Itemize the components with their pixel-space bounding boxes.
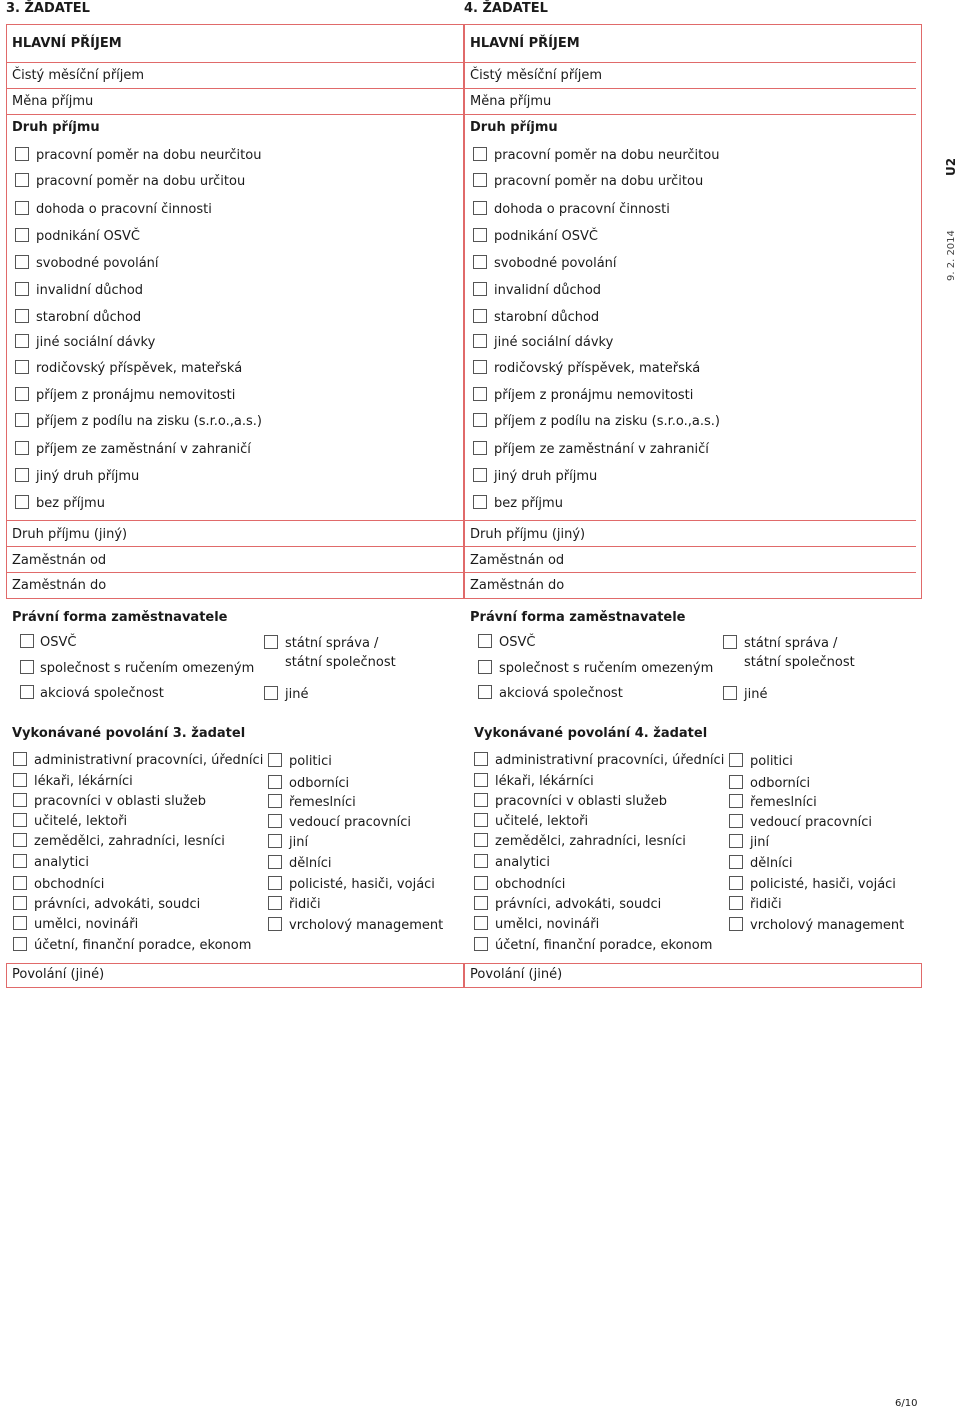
checkbox[interactable]	[15, 468, 29, 482]
checkbox-label: jiné sociální dávky	[494, 335, 614, 350]
checkbox[interactable]	[13, 813, 27, 827]
checkbox[interactable]	[474, 773, 488, 787]
checkbox-label: analytici	[495, 855, 550, 870]
checkbox[interactable]	[474, 793, 488, 807]
checkbox-label: obchodníci	[34, 877, 105, 892]
checkbox-label: lékaři, lékárníci	[34, 774, 133, 789]
applicant-3-main-income-title: HLAVNÍ PŘÍJEM	[12, 36, 122, 51]
checkbox[interactable]	[13, 752, 27, 766]
applicant-3-legal-form-title: Právní forma zaměstnavatele	[12, 610, 228, 625]
checkbox-label: odborníci	[289, 776, 350, 791]
checkbox-label: pracovní poměr na dobu neurčitou	[494, 148, 720, 163]
checkbox-label: analytici	[34, 855, 89, 870]
checkbox[interactable]	[268, 814, 282, 828]
checkbox-label: starobní důchod	[494, 310, 600, 325]
checkbox[interactable]	[473, 282, 487, 296]
checkbox[interactable]	[268, 834, 282, 848]
checkbox[interactable]	[473, 441, 487, 455]
applicant-4-currency-field[interactable]: Měna příjmu	[470, 94, 552, 109]
checkbox-label: dělníci	[750, 856, 793, 871]
applicant-3-legal-as-label: akciová společnost	[40, 686, 164, 701]
side-form-code: U2	[944, 157, 958, 176]
checkbox-label: invalidní důchod	[494, 283, 602, 298]
applicant-4-legal-osvc-label: OSVČ	[499, 635, 536, 650]
checkbox-label: jiní	[289, 835, 309, 850]
checkbox[interactable]	[474, 896, 488, 910]
applicant-3-income-type-title: Druh příjmu	[12, 120, 100, 135]
applicant-4-occupation-other-field[interactable]: Povolání (jiné)	[470, 967, 563, 982]
checkbox-label: příjem z pronájmu nemovitosti	[36, 388, 236, 403]
checkbox-label: příjem z podílu na zisku (s.r.o.,a.s.)	[494, 414, 720, 429]
checkbox-label: administrativní pracovníci, úředníci	[495, 753, 725, 768]
checkbox-label: účetní, finanční poradce, ekonom	[495, 938, 713, 953]
checkbox-label: policisté, hasiči, vojáci	[289, 877, 435, 892]
checkbox[interactable]	[15, 413, 29, 427]
checkbox-label: vedoucí pracovníci	[750, 815, 872, 830]
checkbox-label: jiný druh příjmu	[494, 469, 598, 484]
checkbox-label: vrcholový management	[750, 918, 905, 933]
checkbox[interactable]	[15, 228, 29, 242]
checkbox-label: politici	[750, 754, 793, 769]
applicant-4-legal-form-title: Právní forma zaměstnavatele	[470, 610, 686, 625]
checkbox[interactable]	[268, 775, 282, 789]
checkbox-label: právníci, advokáti, soudci	[34, 897, 201, 912]
checkbox[interactable]	[15, 309, 29, 323]
checkbox-label: učitelé, lektoři	[495, 814, 589, 829]
checkbox[interactable]	[268, 753, 282, 767]
checkbox-label: bez příjmu	[36, 496, 105, 511]
checkbox-label: rodičovský příspěvek, mateřská	[494, 361, 701, 376]
applicant-3-legal-other-label: jiné	[285, 687, 309, 702]
checkbox[interactable]	[13, 833, 27, 847]
checkbox[interactable]	[473, 495, 487, 509]
checkbox-label: pracovníci v oblasti služeb	[34, 794, 207, 809]
applicant-3-legal-osvc-label: OSVČ	[40, 635, 77, 650]
checkbox-label: řidiči	[289, 897, 321, 912]
checkbox-label: odborníci	[750, 776, 811, 791]
checkbox-label: umělci, novináři	[34, 917, 139, 932]
checkbox[interactable]	[473, 147, 487, 161]
checkbox[interactable]	[473, 228, 487, 242]
checkbox-label: příjem z pronájmu nemovitosti	[494, 388, 694, 403]
checkbox[interactable]	[729, 794, 743, 808]
applicant-3-employed-from-field[interactable]: Zaměstnán od	[12, 553, 107, 568]
checkbox[interactable]	[268, 876, 282, 890]
checkbox[interactable]	[13, 916, 27, 930]
checkbox-label: pracovníci v oblasti služeb	[495, 794, 668, 809]
checkbox-label: zemědělci, zahradníci, lesníci	[495, 834, 686, 849]
checkbox-label: řidiči	[750, 897, 782, 912]
checkbox[interactable]	[15, 255, 29, 269]
checkbox[interactable]	[729, 753, 743, 767]
checkbox[interactable]	[473, 468, 487, 482]
checkbox[interactable]	[15, 282, 29, 296]
checkbox[interactable]	[474, 854, 488, 868]
checkbox-label: podnikání OSVČ	[36, 229, 141, 244]
applicant-3-legal-as-checkbox[interactable]	[20, 685, 34, 699]
checkbox-label: vedoucí pracovníci	[289, 815, 411, 830]
checkbox[interactable]	[729, 775, 743, 789]
checkbox-label: jiný druh příjmu	[36, 469, 140, 484]
checkbox[interactable]	[15, 495, 29, 509]
page-number: 6/10	[895, 1398, 918, 1409]
checkbox[interactable]	[473, 387, 487, 401]
applicant-3-legal-other-checkbox[interactable]	[264, 686, 278, 700]
checkbox[interactable]	[473, 309, 487, 323]
applicant-3-income-type-other-field[interactable]: Druh příjmu (jiný)	[12, 527, 128, 542]
applicant-3-occupation-other-field[interactable]: Povolání (jiné)	[12, 967, 105, 982]
applicant-4-title: 4. ŽADATEL	[464, 1, 548, 16]
checkbox-label: administrativní pracovníci, úředníci	[34, 753, 264, 768]
checkbox[interactable]	[473, 255, 487, 269]
applicant-4-legal-other-label: jiné	[744, 687, 768, 702]
side-form-date: 9. 2. 2014	[946, 230, 957, 281]
checkbox[interactable]	[15, 201, 29, 215]
checkbox[interactable]	[15, 360, 29, 374]
applicant-3-legal-state-label-2: státní společnost	[285, 655, 396, 670]
checkbox[interactable]	[474, 813, 488, 827]
checkbox[interactable]	[15, 387, 29, 401]
applicant-4-legal-other-checkbox[interactable]	[723, 686, 737, 700]
checkbox-label: svobodné povolání	[494, 256, 617, 271]
checkbox[interactable]	[474, 916, 488, 930]
checkbox-label: dělníci	[289, 856, 332, 871]
checkbox[interactable]	[13, 896, 27, 910]
checkbox[interactable]	[268, 855, 282, 869]
applicant-4-legal-state-label-2: státní společnost	[744, 655, 855, 670]
checkbox-label: svobodné povolání	[36, 256, 159, 271]
checkbox-label: pracovní poměr na dobu neurčitou	[36, 148, 262, 163]
checkbox-label: lékaři, lékárníci	[495, 774, 594, 789]
checkbox-label: invalidní důchod	[36, 283, 144, 298]
checkbox-label: účetní, finanční poradce, ekonom	[34, 938, 252, 953]
applicant-4-legal-osvc-checkbox[interactable]	[478, 634, 492, 648]
checkbox[interactable]	[474, 833, 488, 847]
applicant-4-legal-sro-label: společnost s ručením omezeným	[499, 661, 714, 676]
checkbox-label: jiní	[750, 835, 770, 850]
checkbox[interactable]	[15, 441, 29, 455]
checkbox-label: učitelé, lektoři	[34, 814, 128, 829]
applicant-3-occupation-title: Vykonávané povolání 3. žadatel	[12, 726, 246, 741]
checkbox[interactable]	[729, 814, 743, 828]
checkbox[interactable]	[473, 201, 487, 215]
checkbox-label: zemědělci, zahradníci, lesníci	[34, 834, 225, 849]
checkbox-label: pracovní poměr na dobu určitou	[494, 174, 704, 189]
checkbox-label: politici	[289, 754, 332, 769]
checkbox-label: policisté, hasiči, vojáci	[750, 877, 896, 892]
checkbox-label: obchodníci	[495, 877, 566, 892]
applicant-4-employed-from-field[interactable]: Zaměstnán od	[470, 553, 565, 568]
checkbox[interactable]	[474, 937, 488, 951]
applicant-4-legal-state-checkbox[interactable]	[723, 635, 737, 649]
applicant-4-main-income-title: HLAVNÍ PŘÍJEM	[470, 36, 580, 51]
checkbox-label: starobní důchod	[36, 310, 142, 325]
checkbox[interactable]	[729, 896, 743, 910]
checkbox-label: řemeslníci	[750, 795, 817, 810]
checkbox[interactable]	[729, 834, 743, 848]
applicant-4-income-type-other-field[interactable]: Druh příjmu (jiný)	[470, 527, 586, 542]
checkbox[interactable]	[13, 793, 27, 807]
checkbox[interactable]	[473, 334, 487, 348]
checkbox[interactable]	[13, 937, 27, 951]
applicant-4-income-type-title: Druh příjmu	[470, 120, 558, 135]
applicant-3-legal-state-label-1: státní správa /	[285, 636, 379, 651]
applicant-3-legal-osvc-checkbox[interactable]	[20, 634, 34, 648]
applicant-4-employed-to-field[interactable]: Zaměstnán do	[470, 578, 565, 593]
applicant-3-legal-sro-label: společnost s ručením omezeným	[40, 661, 255, 676]
applicant-4-legal-as-checkbox[interactable]	[478, 685, 492, 699]
applicant-4-legal-sro-checkbox[interactable]	[478, 660, 492, 674]
checkbox[interactable]	[729, 855, 743, 869]
checkbox-label: právníci, advokáti, soudci	[495, 897, 662, 912]
checkbox[interactable]	[473, 360, 487, 374]
checkbox-label: vrcholový management	[289, 918, 444, 933]
checkbox-label: bez příjmu	[494, 496, 563, 511]
checkbox-label: příjem ze zaměstnání v zahraničí	[494, 442, 709, 457]
checkbox-label: příjem z podílu na zisku (s.r.o.,a.s.)	[36, 414, 262, 429]
checkbox-label: řemeslníci	[289, 795, 356, 810]
checkbox-label: rodičovský příspěvek, mateřská	[36, 361, 243, 376]
applicant-3-employed-to-field[interactable]: Zaměstnán do	[12, 578, 107, 593]
checkbox[interactable]	[473, 413, 487, 427]
applicant-3-title: 3. ŽADATEL	[6, 1, 90, 16]
applicant-4-net-income-field[interactable]: Čistý měsíční příjem	[470, 68, 603, 83]
applicant-3-currency-field[interactable]: Měna příjmu	[12, 94, 94, 109]
checkbox[interactable]	[268, 896, 282, 910]
checkbox-label: dohoda o pracovní činnosti	[36, 202, 212, 217]
checkbox[interactable]	[268, 794, 282, 808]
checkbox-label: dohoda o pracovní činnosti	[494, 202, 670, 217]
checkbox[interactable]	[15, 334, 29, 348]
checkbox[interactable]	[474, 752, 488, 766]
checkbox[interactable]	[473, 173, 487, 187]
checkbox[interactable]	[13, 773, 27, 787]
checkbox-label: jiné sociální dávky	[36, 335, 156, 350]
applicant-3-legal-state-checkbox[interactable]	[264, 635, 278, 649]
checkbox[interactable]	[15, 147, 29, 161]
applicant-3-net-income-field[interactable]: Čistý měsíční příjem	[12, 68, 145, 83]
checkbox[interactable]	[13, 854, 27, 868]
checkbox-label: příjem ze zaměstnání v zahraničí	[36, 442, 251, 457]
checkbox-label: podnikání OSVČ	[494, 229, 599, 244]
checkbox[interactable]	[474, 876, 488, 890]
checkbox-label: umělci, novináři	[495, 917, 600, 932]
checkbox[interactable]	[729, 876, 743, 890]
checkbox[interactable]	[15, 173, 29, 187]
checkbox[interactable]	[13, 876, 27, 890]
applicant-4-occupation-title: Vykonávané povolání 4. žadatel	[474, 726, 708, 741]
checkbox[interactable]	[729, 917, 743, 931]
applicant-4-legal-state-label-1: státní správa /	[744, 636, 838, 651]
applicant-3-legal-sro-checkbox[interactable]	[20, 660, 34, 674]
checkbox-label: pracovní poměr na dobu určitou	[36, 174, 246, 189]
checkbox[interactable]	[268, 917, 282, 931]
applicant-4-legal-as-label: akciová společnost	[499, 686, 623, 701]
